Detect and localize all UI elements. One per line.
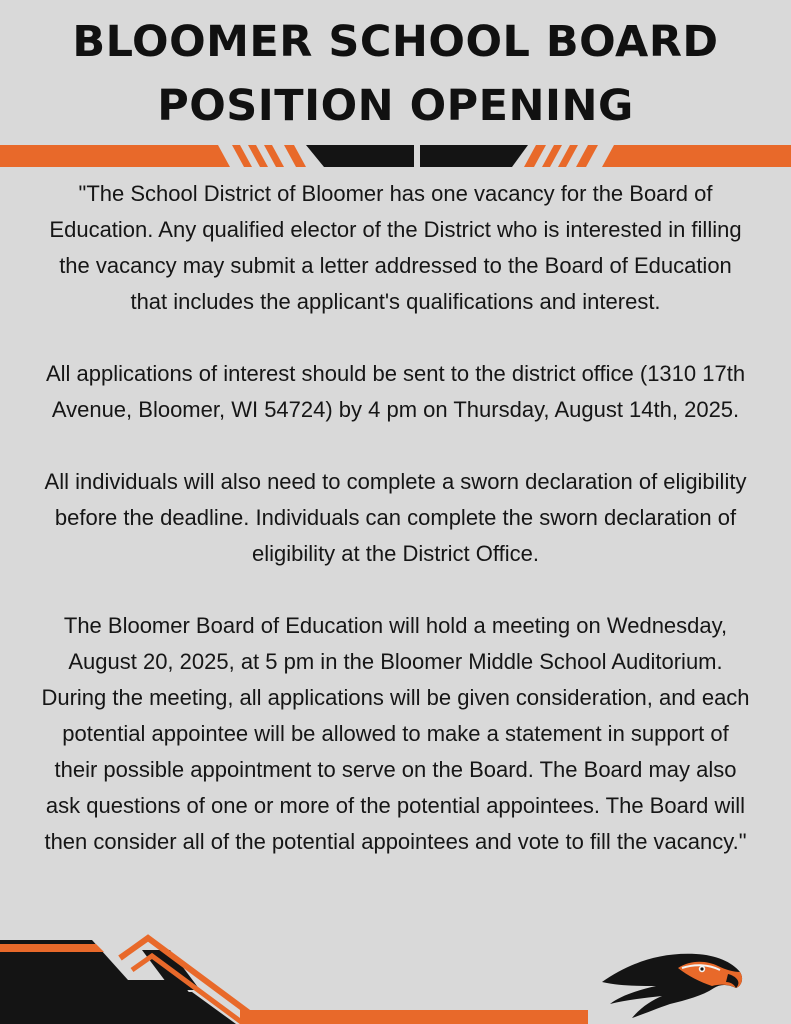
eagle-head-icon — [598, 942, 748, 1020]
decorative-corner-stripes — [0, 930, 600, 1024]
title-line-2: POSITION OPENING — [157, 81, 634, 131]
paragraph-meeting: The Bloomer Board of Education will hold a meeting on Wednesday, August 20, 2025, at 5 pm in the Bloomer Middle School Auditorium. During the meeting, all applications will be given consideration, and each potential appointee will be allowed to make a statement in support of their possible appointment to serve on the Board. The Board may also ask questions of one or more of the potential appointees. The Board will then consider all of the potential appointees and vote to fill the vacancy." — [41, 613, 750, 854]
paragraph-vacancy: "The School District of Bloomer has one vacancy for the Board of Education. Any qualified elector of the District who is interested in filling the vacancy may submit a letter addressed to the Board of Education that includes the applicant's qualifications and interest. — [49, 181, 742, 314]
announcement-body — [40, 176, 751, 896]
paragraph-sworn-declaration: All individuals will also need to complete a sworn declaration of eligibility before the deadline. Individuals can complete the sworn declaration of eligibility at the District Office. — [44, 469, 747, 566]
decorative-divider — [0, 144, 791, 168]
page-title — [0, 10, 791, 138]
paragraph-application-deadline: All applications of interest should be sent to the district office (1310 17th Avenue, Bloomer, WI 54724) by 4 pm on Thursday, August 14th, 2025. — [45, 361, 746, 422]
title-line-1: BLOOMER SCHOOL BOARD — [72, 17, 719, 67]
